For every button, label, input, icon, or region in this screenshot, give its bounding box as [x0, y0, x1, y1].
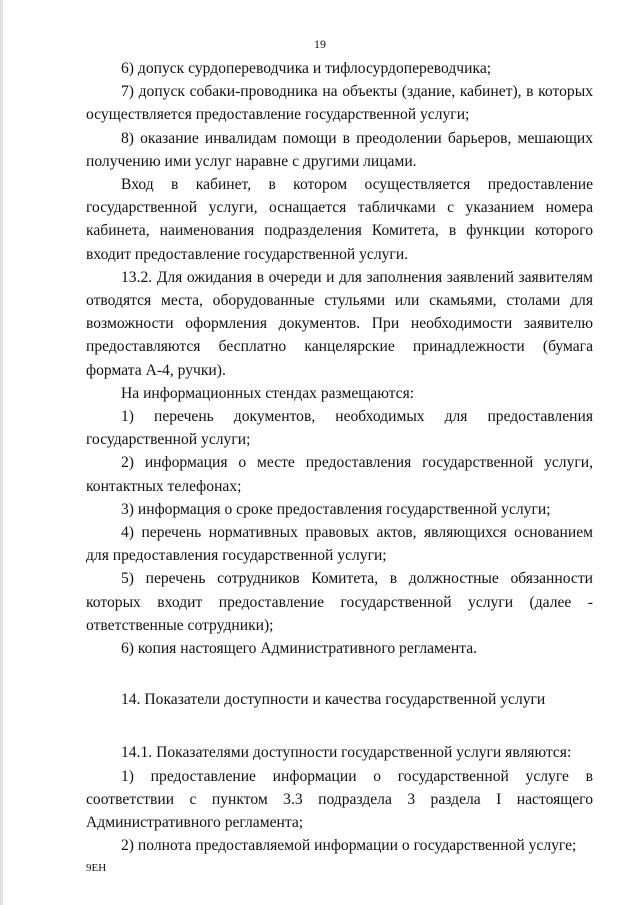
- scan-edge: [0, 0, 3, 905]
- paragraph-office-entrance: Вход в кабинет, в котором осуществляется предоставление государственной услуги, оснащается табличками с указанием номера кабинета, наименования подразделения Комитета, в функции которого входит предоставление государственной услуги.: [86, 176, 593, 263]
- paragraph-14-1-intro: 14.1. Показателями доступности государственной услуги являются:: [121, 744, 572, 762]
- paragraph-stand-item-6: 6) копия настоящего Административного регламента.: [121, 640, 478, 658]
- paragraph-stand-item-5: 5) перечень сотрудников Комитета, в должностные обязанности которых входит предоставление государственной услуги (далее - ответственные сотрудники);: [86, 570, 593, 634]
- paragraph-indicator-2: 2) полнота предоставляемой информации о государственной услуге;: [121, 837, 577, 855]
- paragraph-stand-item-4: 4) перечень нормативных правовых актов, являющихся основанием для предоставления государственной услуги;: [86, 524, 593, 565]
- paragraph-stand-item-3: 3) информация о сроке предоставления государственной услуги;: [121, 500, 551, 518]
- paragraph-item-8-assistance: 8) оказание инвалидам помощи в преодолении барьеров, мешающих получению ими услуг наравне с другими лицами.: [86, 129, 593, 170]
- paragraph-indicator-1: 1) предоставление информации о государственной услуге в соответствии с пунктом 3.3 подраздела 3 раздела I настоящего Административного регламента;: [86, 767, 593, 832]
- document-body: [86, 57, 593, 858]
- paragraph-item-7-guide-dog: 7) допуск собаки-проводника на объекты (здание, кабинет), в которых осуществляется предоставление государственной услуги;: [86, 83, 593, 124]
- paragraph-item-6-sign-interpreter: 6) допуск сурдопереводчика и тифлосурдопереводчика;: [121, 60, 492, 77]
- page-number: 19: [314, 37, 326, 51]
- paragraph-info-stands-intro: На информационных стендах размещаются:: [121, 384, 415, 402]
- paragraph-stand-item-1: 1) перечень документов, необходимых для предоставления государственной услуги;: [86, 408, 593, 449]
- paragraph-13-2-waiting-area: 13.2. Для ожидания в очереди и для заполнения заявлений заявителям отводятся места, оборудованные стульями или скамьями, столами для возможности оформления документов. При необходимости заявителю предоставляются бесплатно канцелярские принадлежности (бумага формата А-4, ручки).: [86, 268, 593, 379]
- paragraph-stand-item-2: 2) информация о месте предоставления государственной услуги, контактных телефонах;: [86, 454, 593, 495]
- footer-code: 9ЕН: [86, 862, 107, 874]
- section-heading: 14. Показатели доступности и качества государственной услуги: [121, 691, 546, 709]
